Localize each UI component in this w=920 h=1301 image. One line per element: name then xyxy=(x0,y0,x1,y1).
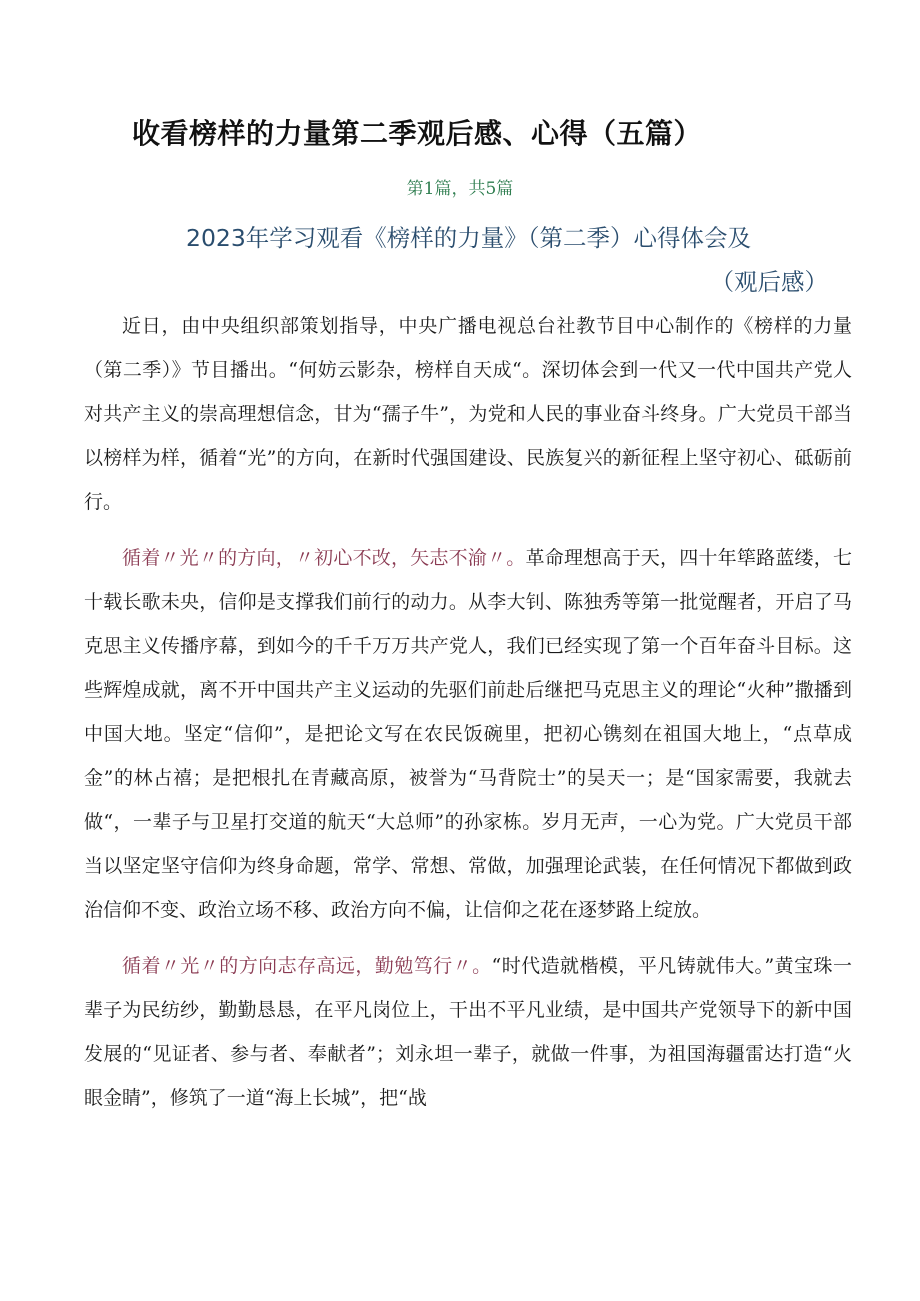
paragraph-lead: 循着〃光〃的方向，〃初心不改，矢志不渝〃。 xyxy=(122,547,526,569)
paragraph-text: “时代造就楷模，平凡铸就伟大。”黄宝珠一辈子为民纺纱，勤勤恳恳，在平凡岗位上，干出不平凡业绩，是中国共产党领导下的新中国发展的“见证者、参与者、奉献者”；刘永坦一辈子，就做一件事，为祖国海疆雷达打造“火眼金睛”，修筑了一道“海上长城”，把“战 xyxy=(84,955,852,1109)
document-title: 收看榜样的力量第二季观后感、心得（五篇） xyxy=(132,117,703,150)
paragraph-lead: 循着〃光〃的方向志存高远，勤勉笃行〃。 xyxy=(122,955,492,977)
article-title-line-1: 2023年学习观看《榜样的力量》（第二季）心得体会及 xyxy=(186,224,752,252)
article-title xyxy=(186,216,846,304)
paragraph-text: 近日，由中央组织部策划指导，中央广播电视总台社教节目中心制作的《榜样的力量（第二季）》节目播出。“何妨云影杂，榜样自天成“。深切体会到一代又一代中国共产党人对共产主义的崇高理想信念，甘为“孺子牛”，为党和人民的事业奋斗终身。广大党员干部当以榜样为样，循着“光”的方向，在新时代强国建设、民族复兴的新征程上坚守初心、砥砺前行。 xyxy=(84,315,852,513)
paragraph xyxy=(84,304,852,524)
article-body xyxy=(84,304,852,1132)
paragraph xyxy=(84,944,852,1120)
part-label: 第1篇，共5篇 xyxy=(406,179,514,199)
paragraph-text: 革命理想高于天，四十年筚路蓝缕，七十载长歌未央，信仰是支撑我们前行的动力。从李大钊、陈独秀等第一批觉醒者，开启了马克思主义传播序幕，到如今的千千万万共产党人，我们已经实现了第一个百年奋斗目标。这些辉煌成就，离不开中国共产主义运动的先驱们前赴后继把马克思主义的理论“火种”撒播到中国大地。坚定“信仰”，是把论文写在农民饭碗里，把初心镌刻在祖国大地上，“点草成金”的林占禧；是把根扎在青藏高原，被誉为“马背院士”的吴天一；是“国家需要，我就去做“，一辈子与卫星打交道的航天“大总师”的孙家栋。岁月无声，一心为党。广大党员干部当以坚定坚守信仰为终身命题，常学、常想、常做，加强理论武装，在任何情况下都做到政治信仰不变、政治立场不移、政治方向不偏，让信仰之花在逐梦路上绽放。 xyxy=(84,547,852,921)
paragraph xyxy=(84,536,852,932)
article-title-line-2: （观后感） xyxy=(710,268,828,296)
